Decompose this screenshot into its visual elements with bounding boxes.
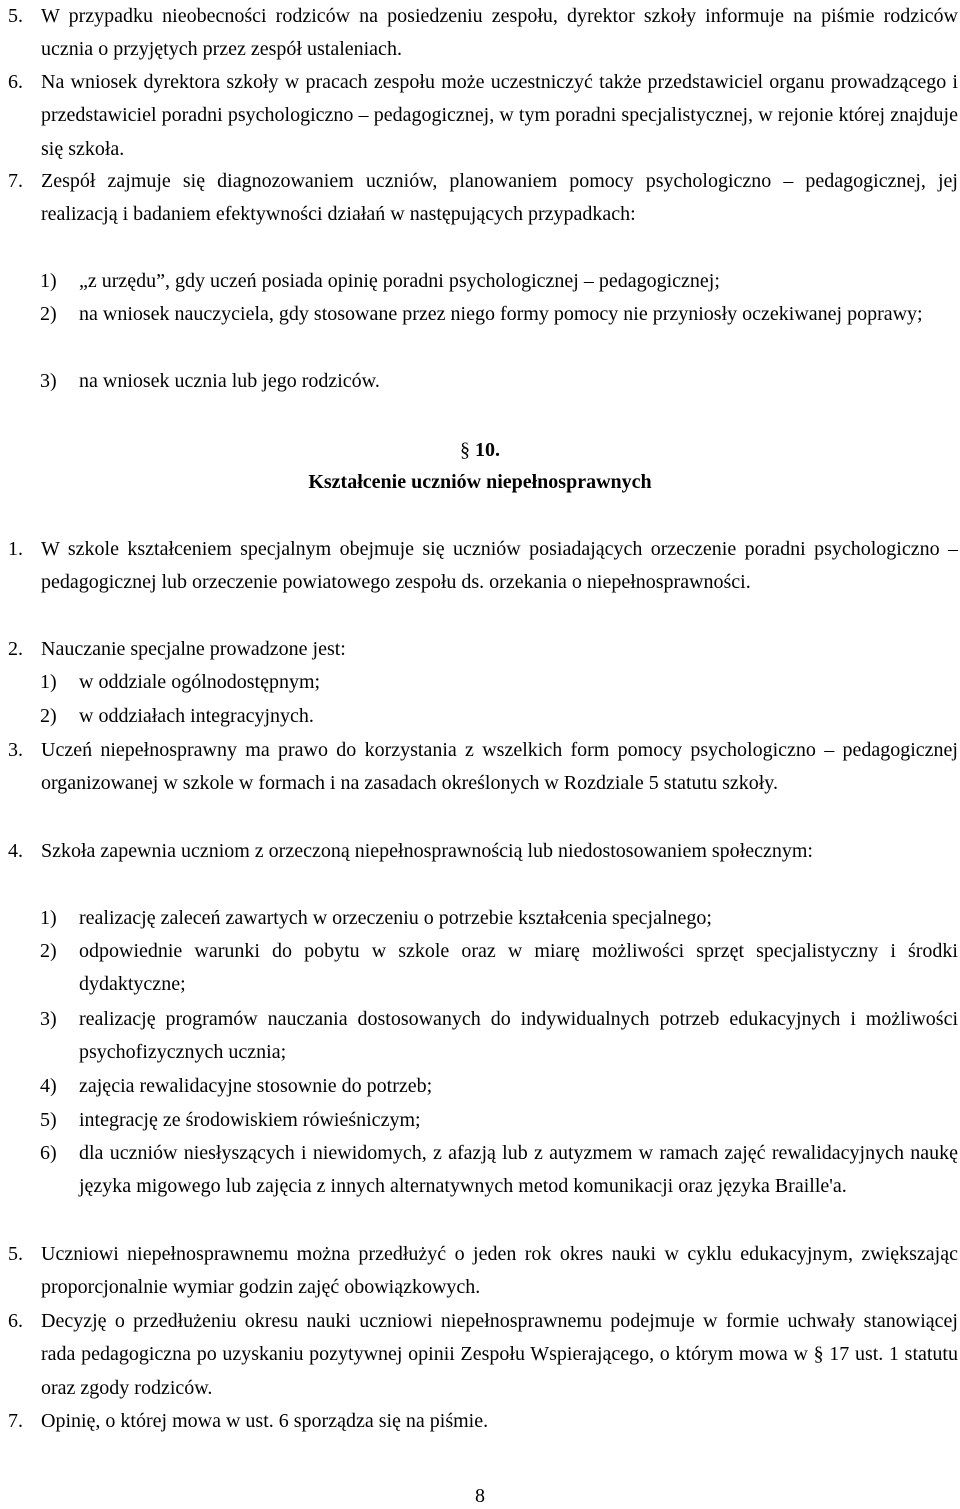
item-number: 1) xyxy=(40,907,57,929)
item-text: Szkoła zapewnia uczniom z orzeczoną niepełnosprawnością lub niedostosowaniem społecznym: xyxy=(41,840,813,862)
item-number: 1) xyxy=(40,270,57,292)
item-number: 7. xyxy=(8,1410,23,1432)
item-text: realizację programów nauczania dostosowanych do indywidualnych potrzeb edukacyjnych i możliwości psychofizycznych ucznia; xyxy=(79,1008,958,1064)
sub-list-item xyxy=(40,1003,958,1070)
item-text: zajęcia rewalidacyjne stosownie do potrzeb; xyxy=(79,1075,433,1097)
item-number: 3) xyxy=(40,1008,57,1030)
item-text: integrację ze środowiskiem rówieśniczym; xyxy=(79,1109,421,1131)
sub-list-item xyxy=(40,700,958,733)
item-number: 5. xyxy=(8,1243,23,1265)
list-item xyxy=(8,1238,958,1305)
item-text: Decyzję o przedłużeniu okresu nauki uczniowi niepełnosprawnemu podejmuje w formie uchwały stanowiącej rada pedagogiczna po uzyskaniu pozytywnej opinii Zespołu Wspierającego, o którym mowa w § 17 ust. 1 statutu oraz zgody rodziców. xyxy=(41,1310,958,1399)
item-text: realizację zaleceń zawartych w orzeczeniu o potrzebie kształcenia specjalnego; xyxy=(79,907,712,929)
sub-list-item xyxy=(40,1137,958,1204)
list-item xyxy=(8,835,958,868)
item-number: 4. xyxy=(8,840,23,862)
item-number: 6) xyxy=(40,1142,57,1164)
item-number: 6. xyxy=(8,1310,23,1332)
list-item xyxy=(8,533,958,600)
item-number: 1. xyxy=(8,538,23,560)
item-number: 5) xyxy=(40,1109,57,1131)
item-text: w oddziałach integracyjnych. xyxy=(79,705,314,727)
paragraph-sign: § xyxy=(460,439,470,461)
list-item xyxy=(8,633,958,666)
sub-list-item xyxy=(40,365,958,398)
item-text: Nauczanie specjalne prowadzone jest: xyxy=(41,638,346,660)
page-number: 8 xyxy=(475,1485,485,1507)
sub-list-item xyxy=(40,298,958,331)
sub-list-item xyxy=(40,935,958,1002)
list-item xyxy=(8,734,958,801)
item-number: 2) xyxy=(40,705,57,727)
section-number-value: 10. xyxy=(475,439,500,461)
section-title: Kształcenie uczniów niepełnosprawnych xyxy=(308,471,652,493)
list-item xyxy=(8,1305,958,1405)
item-number: 2) xyxy=(40,303,57,325)
item-number: 2. xyxy=(8,638,23,660)
sub-list-item xyxy=(40,666,958,699)
item-text: Uczeń niepełnosprawny ma prawo do korzystania z wszelkich form pomocy psychologiczno – pedagogicznej organizowanej w szkole w formach i na zasadach określonych w Rozdziale 5 statutu szkoły. xyxy=(41,739,958,795)
item-number: 4) xyxy=(40,1075,57,1097)
item-text: Zespół zajmuje się diagnozowaniem uczniów, planowaniem pomocy psychologiczno – pedagogicznej, jej realizacją i badaniem efektywności działań w następujących przypadkach: xyxy=(41,170,958,226)
sub-list-item xyxy=(40,265,958,298)
item-number: 2) xyxy=(40,940,57,962)
list-item xyxy=(8,1405,958,1438)
item-number: 1) xyxy=(40,671,57,693)
item-text: na wniosek ucznia lub jego rodziców. xyxy=(79,370,380,392)
list-item xyxy=(8,0,958,67)
section-number xyxy=(0,434,960,467)
item-text: „z urzędu”, gdy uczeń posiada opinię poradni psychologicznej – pedagogicznej; xyxy=(79,270,720,292)
item-text: Uczniowi niepełnosprawnemu można przedłużyć o jeden rok okres nauki w cyklu edukacyjnym, zwiększając proporcjonalnie wymiar godzin zajęć obowiązkowych. xyxy=(41,1243,958,1299)
list-item xyxy=(8,165,958,232)
item-number: 3. xyxy=(8,739,23,761)
item-text: dla uczniów niesłyszących i niewidomych, z afazją lub z autyzmem w ramach zajęć rewalidacyjnych naukę języka migowego lub zajęcia z innych alternatywnych metod komunikacji oraz języka Braille'a. xyxy=(79,1142,958,1198)
item-text: W przypadku nieobecności rodziców na posiedzeniu zespołu, dyrektor szkoły informuje na piśmie rodziców ucznia o przyjętych przez zespół ustaleniach. xyxy=(41,5,958,61)
item-text: odpowiednie warunki do pobytu w szkole oraz w miarę możliwości sprzęt specjalistyczny i środki dydaktyczne; xyxy=(79,940,958,996)
sub-list-item xyxy=(40,1104,958,1137)
sub-list-item xyxy=(40,1070,958,1103)
item-number: 7. xyxy=(8,170,23,192)
item-text: w oddziale ogólnodostępnym; xyxy=(79,671,321,693)
item-text: na wniosek nauczyciela, gdy stosowane przez niego formy pomocy nie przyniosły oczekiwanej poprawy; xyxy=(79,303,923,325)
item-text: Opinię, o której mowa w ust. 6 sporządza się na piśmie. xyxy=(41,1410,489,1432)
item-number: 3) xyxy=(40,370,57,392)
item-number: 5. xyxy=(8,5,23,27)
list-item xyxy=(8,66,958,166)
item-text: W szkole kształceniem specjalnym obejmuje się uczniów posiadających orzeczenie poradni psychologiczno – pedagogicznej lub orzeczenie powiatowego zespołu ds. orzekania o niepełnosprawności. xyxy=(41,538,958,594)
sub-list-item xyxy=(40,902,958,935)
item-text: Na wniosek dyrektora szkoły w pracach zespołu może uczestniczyć także przedstawiciel organu prowadzącego i przedstawiciel poradni psychologiczno – pedagogicznej, w tym poradni specjalistycznej, w rejonie której znajduje się szkoła. xyxy=(41,71,958,160)
item-number: 6. xyxy=(8,71,23,93)
